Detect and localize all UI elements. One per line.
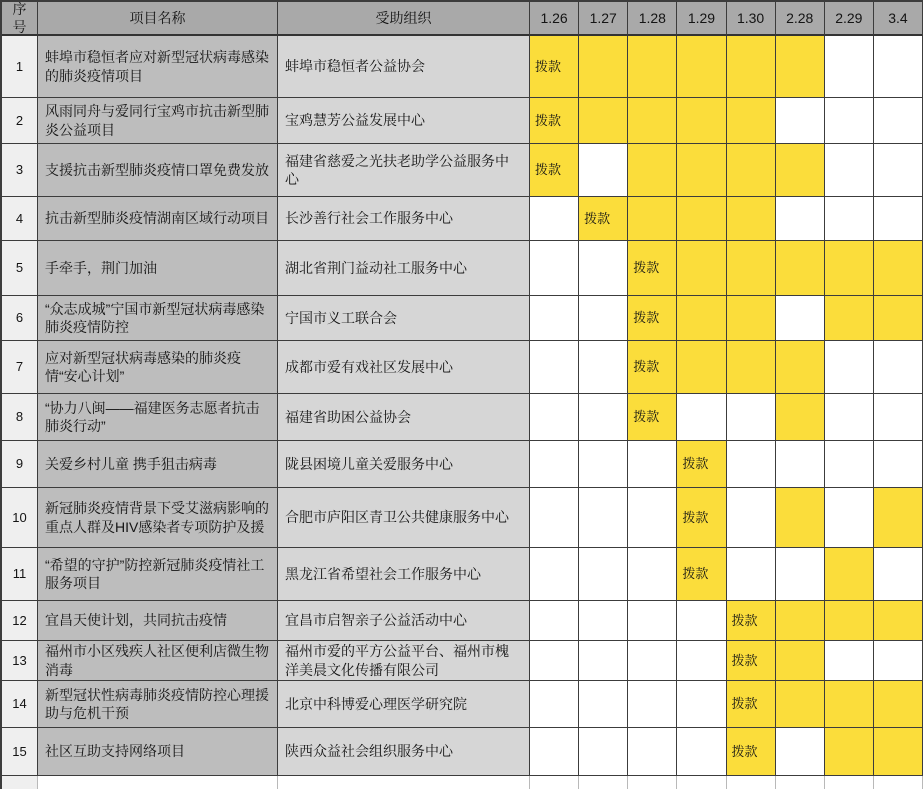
funded-period-cell: [727, 36, 776, 98]
funded-period-cell: [727, 341, 776, 394]
grant-cell: 拨款: [677, 488, 726, 548]
funded-period-cell: [776, 144, 825, 197]
project-name-cell: “希望的守护”防控新冠肺炎疫情社工服务项目: [38, 548, 278, 601]
funded-period-cell: [727, 144, 776, 197]
funded-period-cell: [776, 681, 825, 728]
funded-period-cell: [874, 488, 923, 548]
seq-cell: 2: [2, 98, 38, 144]
funded-period-cell: [874, 601, 923, 641]
funded-period-cell: [776, 241, 825, 296]
schedule-cell: [874, 548, 923, 601]
project-name-cell: 抗击新型肺炎疫情湖南区域行动项目: [38, 197, 278, 241]
schedule-cell: [727, 394, 776, 441]
funded-period-cell: [579, 98, 628, 144]
schedule-cell: [874, 441, 923, 488]
grant-cell: 拨款: [628, 394, 677, 441]
schedule-cell: [727, 488, 776, 548]
grant-cell: 拨款: [727, 728, 776, 776]
project-name-cell: 新型冠状性病毒肺炎疫情防控心理援助与危机干预: [38, 681, 278, 728]
project-name-cell: “协力八闽——福建医务志愿者抗击肺炎行动”: [38, 394, 278, 441]
schedule-cell: [579, 548, 628, 601]
grant-cell: 拨款: [579, 197, 628, 241]
seq-cell: 3: [2, 144, 38, 197]
table-row: [2, 296, 923, 341]
schedule-cell: [579, 728, 628, 776]
project-name-cell: 宜昌天使计划，共同抗击疫情: [38, 601, 278, 641]
seq-cell: 14: [2, 681, 38, 728]
funded-period-cell: [677, 341, 726, 394]
funded-period-cell: [776, 36, 825, 98]
header-row: [2, 2, 923, 36]
schedule-cell: [825, 144, 874, 197]
funded-period-cell: [825, 296, 874, 341]
schedule-cell: [628, 548, 677, 601]
schedule-cell: [530, 601, 579, 641]
schedule-cell: [628, 681, 677, 728]
grant-cell: 拨款: [727, 641, 776, 681]
org-cell: 陇县困境儿童关爱服务中心: [278, 441, 530, 488]
col-header-seq: 序号: [2, 2, 38, 36]
schedule-cell: [628, 441, 677, 488]
schedule-cell: [579, 241, 628, 296]
grant-cell: 拨款: [727, 681, 776, 728]
schedule-cell: [776, 98, 825, 144]
project-name-cell: “众志成城”宁国市新型冠状病毒感染肺炎疫情防控: [38, 296, 278, 341]
funded-period-cell: [776, 394, 825, 441]
schedule-cell: [628, 601, 677, 641]
org-cell: 成都市爱有戏社区发展中心: [278, 341, 530, 394]
funded-period-cell: [628, 98, 677, 144]
project-name-cell: 风雨同舟与爱同行宝鸡市抗击新型肺炎公益项目: [38, 98, 278, 144]
schedule-cell: [530, 681, 579, 728]
funded-period-cell: [677, 197, 726, 241]
project-name-cell: 福州市小区残疾人社区便利店微生物消毒: [38, 641, 278, 681]
funded-period-cell: [628, 36, 677, 98]
seq-cell: [2, 776, 38, 789]
funded-period-cell: [677, 144, 726, 197]
org-cell: [278, 776, 530, 789]
project-name-cell: 应对新型冠状病毒感染的肺炎疫情“安心计划”: [38, 341, 278, 394]
schedule-cell: [530, 728, 579, 776]
table-row: [2, 241, 923, 296]
table-row: [2, 548, 923, 601]
schedule-cell: [579, 144, 628, 197]
schedule-cell: [727, 548, 776, 601]
schedule-cell: [825, 36, 874, 98]
grant-cell: 拨款: [530, 144, 579, 197]
org-cell: 北京中科博爱心理医学研究院: [278, 681, 530, 728]
schedule-cell: [776, 776, 825, 789]
schedule-cell: [628, 488, 677, 548]
org-cell: 福州市爱的平方公益平台、福州市槐洋美晨文化传播有限公司: [278, 641, 530, 681]
schedule-cell: [727, 776, 776, 789]
grant-cell: 拨款: [677, 441, 726, 488]
schedule-cell: [874, 776, 923, 789]
schedule-cell: [530, 296, 579, 341]
grant-cell: 拨款: [530, 36, 579, 98]
seq-cell: 8: [2, 394, 38, 441]
col-header-date: 1.28: [628, 2, 677, 36]
schedule-cell: [579, 681, 628, 728]
col-header-project-name: 项目名称: [38, 2, 278, 36]
schedule-cell: [530, 548, 579, 601]
seq-cell: 15: [2, 728, 38, 776]
grant-cell: 拨款: [677, 548, 726, 601]
funded-period-cell: [677, 296, 726, 341]
seq-cell: 7: [2, 341, 38, 394]
col-header-date: 1.29: [677, 2, 726, 36]
schedule-cell: [579, 601, 628, 641]
col-header-recipient-org: 受助组织: [278, 2, 530, 36]
table-row: [2, 441, 923, 488]
schedule-cell: [825, 98, 874, 144]
schedule-cell: [579, 641, 628, 681]
funded-period-cell: [677, 98, 726, 144]
schedule-cell: [530, 341, 579, 394]
schedule-cell: [628, 776, 677, 789]
funded-period-cell: [677, 36, 726, 98]
funded-period-cell: [727, 197, 776, 241]
funded-period-cell: [825, 241, 874, 296]
funded-period-cell: [874, 296, 923, 341]
funded-period-cell: [579, 36, 628, 98]
funded-period-cell: [874, 681, 923, 728]
funded-period-cell: [727, 98, 776, 144]
funded-period-cell: [825, 681, 874, 728]
org-cell: 宁国市义工联合会: [278, 296, 530, 341]
col-header-date: 2.28: [776, 2, 825, 36]
grant-cell: 拨款: [628, 341, 677, 394]
grant-cell: 拨款: [628, 296, 677, 341]
schedule-cell: [530, 241, 579, 296]
project-name-cell: 关爱乡村儿童 携手狙击病毒: [38, 441, 278, 488]
schedule-cell: [874, 98, 923, 144]
funded-period-cell: [776, 601, 825, 641]
project-name-cell: 新冠肺炎疫情背景下受艾滋病影响的重点人群及HIV感染者专项防护及援: [38, 488, 278, 548]
table-row: [2, 394, 923, 441]
table-row: [2, 488, 923, 548]
project-name-cell: 蚌埠市稳恒者应对新型冠状病毒感染的肺炎疫情项目: [38, 36, 278, 98]
funded-period-cell: [874, 728, 923, 776]
schedule-cell: [579, 341, 628, 394]
schedule-cell: [825, 341, 874, 394]
funded-period-cell: [727, 296, 776, 341]
schedule-cell: [727, 441, 776, 488]
table-row: [2, 341, 923, 394]
grant-cell: 拨款: [628, 241, 677, 296]
partial-row: [2, 776, 923, 789]
seq-cell: 5: [2, 241, 38, 296]
seq-cell: 6: [2, 296, 38, 341]
schedule-cell: [530, 488, 579, 548]
funded-period-cell: [825, 601, 874, 641]
schedule-cell: [579, 441, 628, 488]
seq-cell: 12: [2, 601, 38, 641]
schedule-cell: [677, 641, 726, 681]
grant-cell: 拨款: [727, 601, 776, 641]
funded-period-cell: [677, 241, 726, 296]
schedule-cell: [677, 728, 726, 776]
org-cell: 湖北省荆门益动社工服务中心: [278, 241, 530, 296]
schedule-cell: [874, 641, 923, 681]
schedule-cell: [628, 641, 677, 681]
table-row: [2, 681, 923, 728]
funded-period-cell: [874, 241, 923, 296]
schedule-cell: [530, 197, 579, 241]
seq-cell: 9: [2, 441, 38, 488]
funded-period-cell: [776, 488, 825, 548]
table-row: [2, 601, 923, 641]
schedule-cell: [874, 394, 923, 441]
grant-cell: 拨款: [530, 98, 579, 144]
schedule-cell: [579, 488, 628, 548]
org-cell: 宝鸡慧芳公益发展中心: [278, 98, 530, 144]
org-cell: 宜昌市启智亲子公益活动中心: [278, 601, 530, 641]
schedule-cell: [677, 681, 726, 728]
table-row: [2, 728, 923, 776]
schedule-cell: [579, 776, 628, 789]
funded-period-cell: [776, 341, 825, 394]
project-name-cell: 手牵手，荆门加油: [38, 241, 278, 296]
schedule-cell: [825, 776, 874, 789]
schedule-cell: [825, 197, 874, 241]
schedule-cell: [825, 441, 874, 488]
funded-period-cell: [727, 241, 776, 296]
schedule-cell: [776, 548, 825, 601]
funded-period-cell: [628, 197, 677, 241]
seq-cell: 4: [2, 197, 38, 241]
funded-period-cell: [825, 728, 874, 776]
org-cell: 陕西众益社会组织服务中心: [278, 728, 530, 776]
table-row: [2, 641, 923, 681]
schedule-cell: [579, 394, 628, 441]
schedule-cell: [530, 641, 579, 681]
schedule-cell: [825, 488, 874, 548]
project-name-cell: 支援抗击新型肺炎疫情口罩免费发放: [38, 144, 278, 197]
org-cell: 蚌埠市稳恒者公益协会: [278, 36, 530, 98]
funded-period-cell: [628, 144, 677, 197]
schedule-cell: [677, 776, 726, 789]
schedule-cell: [874, 197, 923, 241]
funded-period-cell: [776, 641, 825, 681]
org-cell: 黑龙江省希望社会工作服务中心: [278, 548, 530, 601]
org-cell: 长沙善行社会工作服务中心: [278, 197, 530, 241]
schedule-cell: [628, 728, 677, 776]
schedule-cell: [825, 641, 874, 681]
table-row: [2, 144, 923, 197]
org-cell: 合肥市庐阳区青卫公共健康服务中心: [278, 488, 530, 548]
seq-cell: 11: [2, 548, 38, 601]
schedule-cell: [776, 441, 825, 488]
schedule-cell: [530, 776, 579, 789]
table-row: [2, 98, 923, 144]
schedule-cell: [530, 441, 579, 488]
schedule-cell: [530, 394, 579, 441]
col-header-date: 2.29: [825, 2, 874, 36]
project-name-cell: 社区互助支持网络项目: [38, 728, 278, 776]
col-header-date: 1.30: [727, 2, 776, 36]
org-cell: 福建省慈爱之光扶老助学公益服务中心: [278, 144, 530, 197]
schedule-cell: [874, 144, 923, 197]
project-name-cell: [38, 776, 278, 789]
schedule-cell: [874, 36, 923, 98]
seq-cell: 13: [2, 641, 38, 681]
schedule-cell: [776, 197, 825, 241]
schedule-cell: [825, 394, 874, 441]
schedule-cell: [776, 728, 825, 776]
schedule-cell: [677, 601, 726, 641]
schedule-cell: [874, 341, 923, 394]
col-header-date: 3.4: [874, 2, 923, 36]
schedule-cell: [579, 296, 628, 341]
table-row: [2, 197, 923, 241]
org-cell: 福建省助困公益协会: [278, 394, 530, 441]
schedule-cell: [776, 296, 825, 341]
col-header-date: 1.26: [530, 2, 579, 36]
funded-period-cell: [825, 548, 874, 601]
table-row: [2, 36, 923, 98]
seq-cell: 1: [2, 36, 38, 98]
col-header-date: 1.27: [579, 2, 628, 36]
seq-cell: 10: [2, 488, 38, 548]
schedule-cell: [677, 394, 726, 441]
